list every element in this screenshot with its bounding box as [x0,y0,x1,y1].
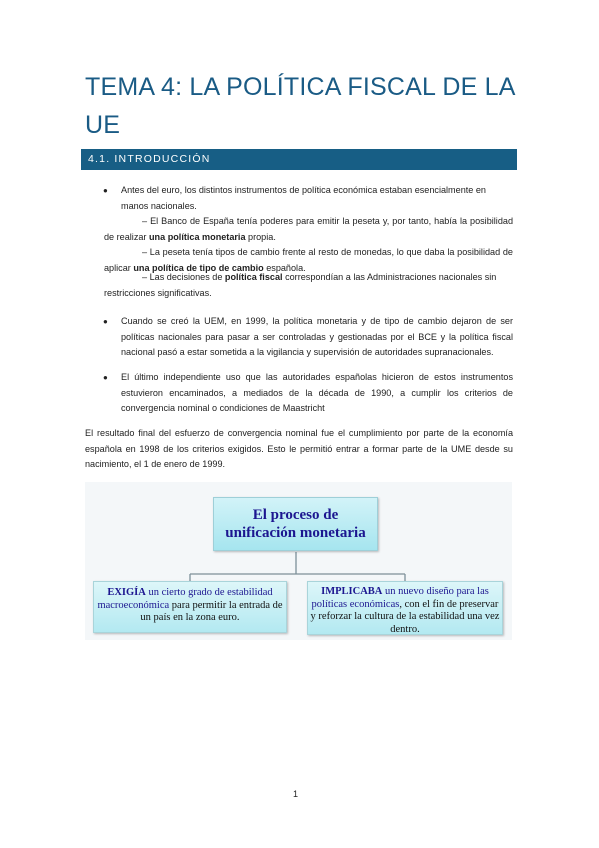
bullet-intro: Antes del euro, los distintos instrumentos de política económica estaban esencialmente en manos nacionales. [121,185,486,211]
page-number: 1 [293,789,299,799]
body-paragraph: El resultado final del esfuerzo de convergencia nominal fue el cumplimiento por parte de la economía española en 1998 de los criterios exigidos. Esto le permitió entrar a formar parte de la UME desde su nacimiento, el 1 de enero de 1999. [85,428,513,469]
keyword: IMPLICABA [321,586,383,597]
text: – La peseta tenía tipos de cambio frente al resto de monedas, lo que daba la posibilidad de aplicar [104,247,513,273]
bold-text: una política de tipo de cambio [133,262,264,273]
bullet-icon: ● [103,186,108,195]
text: propia. [245,231,276,242]
section-heading-bar [81,149,517,170]
text: correspondían a las Administraciones nacionales sin restricciones significativas. [104,272,497,298]
text: , con el fin de preservar y reforzar la cultura de la estabilidad una vez dentro. [310,598,500,635]
diagram-title-line: El proceso de [252,507,339,523]
bullet-icon: ● [103,373,108,382]
paragraph-fiscal [104,270,513,301]
diagram-box-implicaba [307,581,503,635]
highlight-text: un cierto grado de estabilidad macroeconómica [97,587,273,611]
text: española. [263,262,306,273]
bullet-maastricht: El último independiente uso que las autoridades españolas hicieron de estos instrumentos estuvieron encaminados, a mediados de la década de 1990, a cumplir los criterios de convergencia nominal o condiciones de Maastricht [121,372,513,413]
paragraph-monetary [104,214,513,245]
diagram-title-line: unificación monetaria [225,525,366,541]
process-diagram [85,482,512,640]
keyword: EXIGÍA [107,587,146,598]
bold-text: política fiscal [224,272,283,282]
bold-text: una política monetaria [149,231,246,242]
highlight-text: un nuevo diseño para las políticas económicas [311,586,489,610]
diagram-box-exigia [93,581,287,633]
bullet-uem: Cuando se creó la UEM, en 1999, la política monetaria y de tipo de cambio dejaron de ser políticas nacionales para pasar a ser controladas y gestionadas por el BCE y la política fiscal nacional pasó a estar sometida a la vigilancia y supervisión de autoridades supranacionales. [121,316,513,357]
bullet-icon: ● [103,317,108,326]
page-title: TEMA 4: LA POLÍTICA FISCAL DE LA UE [85,73,515,139]
text: – El Banco de España tenía poderes para emitir la peseta y, por tanto, había la posibilidad de realizar [104,216,513,242]
section-heading: 4.1. INTRODUCCIÓN [88,153,211,165]
text: para permitir la entrada de un país en la zona euro. [140,599,283,623]
diagram-title-box [213,497,378,551]
text: – Las decisiones de [142,272,225,282]
